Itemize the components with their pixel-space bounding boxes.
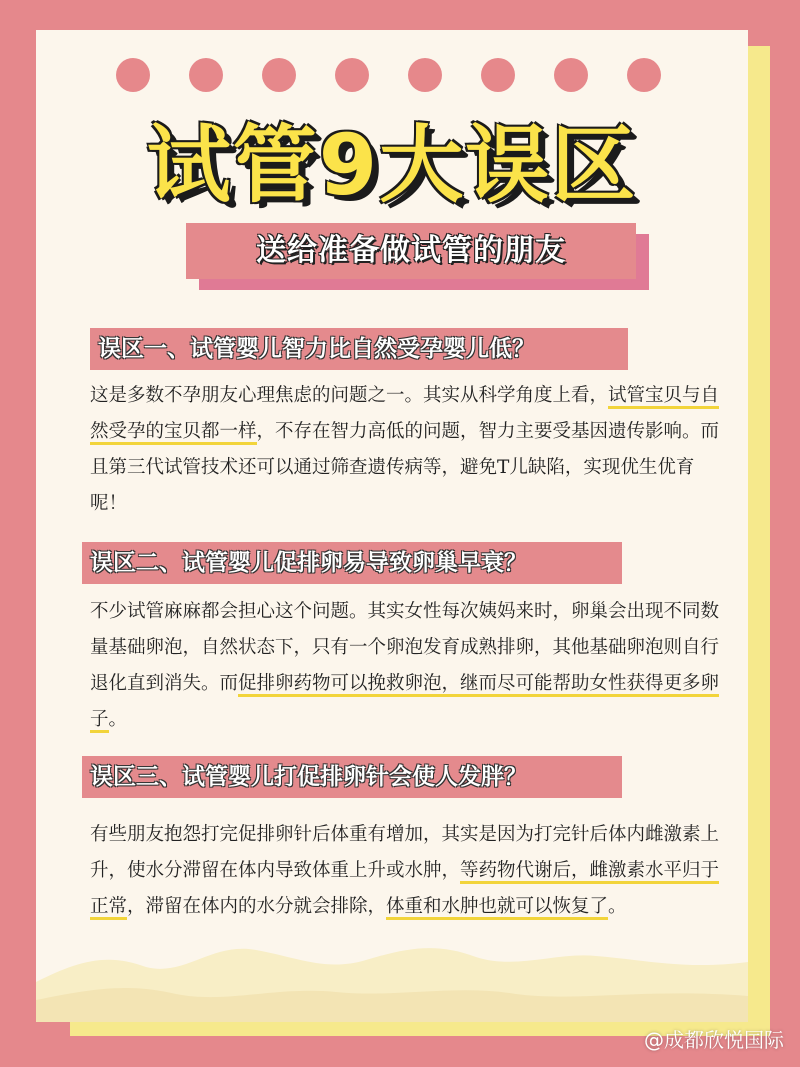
highlighted-text: 试管宝贝与自然受孕的宝贝都一样 bbox=[90, 385, 719, 445]
paragraph-text: 。 bbox=[108, 709, 128, 730]
binder-holes bbox=[116, 58, 676, 92]
highlighted-text: 促排卵药物可以挽救卵泡，继而尽可能帮助女性获得更多卵子 bbox=[90, 673, 719, 733]
bottom-mountain-decoration bbox=[36, 912, 748, 1022]
section-heading-2: 误区二、试管婴儿促排卵易导致卵巢早衰？ bbox=[82, 542, 622, 584]
binder-hole bbox=[189, 58, 223, 92]
paragraph-text: 这是多数不孕朋友心理焦虑的问题之一。其实从科学角度上看， bbox=[90, 385, 609, 406]
highlighted-text: 等药物代谢后，雌激素水平归于正常 bbox=[90, 860, 719, 920]
paragraph-text: ，不存在智力高低的问题，智力主要受基因遗传影响。而且第三代试管技术还可以通过筛查遗传病等，避免T儿缺陷，实现优生优育呢！ bbox=[90, 421, 720, 514]
section-heading-1: 误区一、试管婴儿智力比自然受孕婴儿低？ bbox=[90, 328, 628, 370]
section-paragraph-1 bbox=[90, 378, 722, 522]
binder-hole bbox=[627, 58, 661, 92]
highlighted-text: 体重和水肿也就可以恢复了 bbox=[386, 896, 608, 920]
section-heading-3: 误区三、试管婴儿打促排卵针会使人发胖？ bbox=[82, 756, 622, 798]
binder-hole bbox=[554, 58, 588, 92]
binder-hole bbox=[335, 58, 369, 92]
paragraph-text: 不少试管麻麻都会担心这个问题。其实女性每次姨妈来时，卵巢会出现不同数量基础卵泡，自然状态下，只有一个卵泡发育成熟排卵，其他基础卵泡则自行退化直到消失。而 bbox=[90, 601, 720, 694]
binder-hole bbox=[481, 58, 515, 92]
paragraph-text: 有些朋友抱怨打完促排卵针后体重有增加，其实是因为打完针后体内雌激素上升，使水分滞留在体内导致体重上升或水肿， bbox=[90, 824, 720, 881]
paragraph-text: 。 bbox=[608, 896, 627, 917]
page-subtitle: 送给准备做试管的朋友 bbox=[186, 223, 636, 279]
paragraph-text: ，滞留在体内的水分就会排除， bbox=[127, 896, 387, 917]
binder-hole bbox=[408, 58, 442, 92]
binder-hole bbox=[116, 58, 150, 92]
page-title: 试管9大误区 bbox=[146, 116, 638, 214]
watermark: @成都欣悦国际 bbox=[644, 1028, 784, 1052]
section-paragraph-3 bbox=[90, 817, 722, 925]
binder-hole bbox=[262, 58, 296, 92]
section-paragraph-2 bbox=[90, 594, 722, 738]
content-card bbox=[36, 30, 748, 1022]
